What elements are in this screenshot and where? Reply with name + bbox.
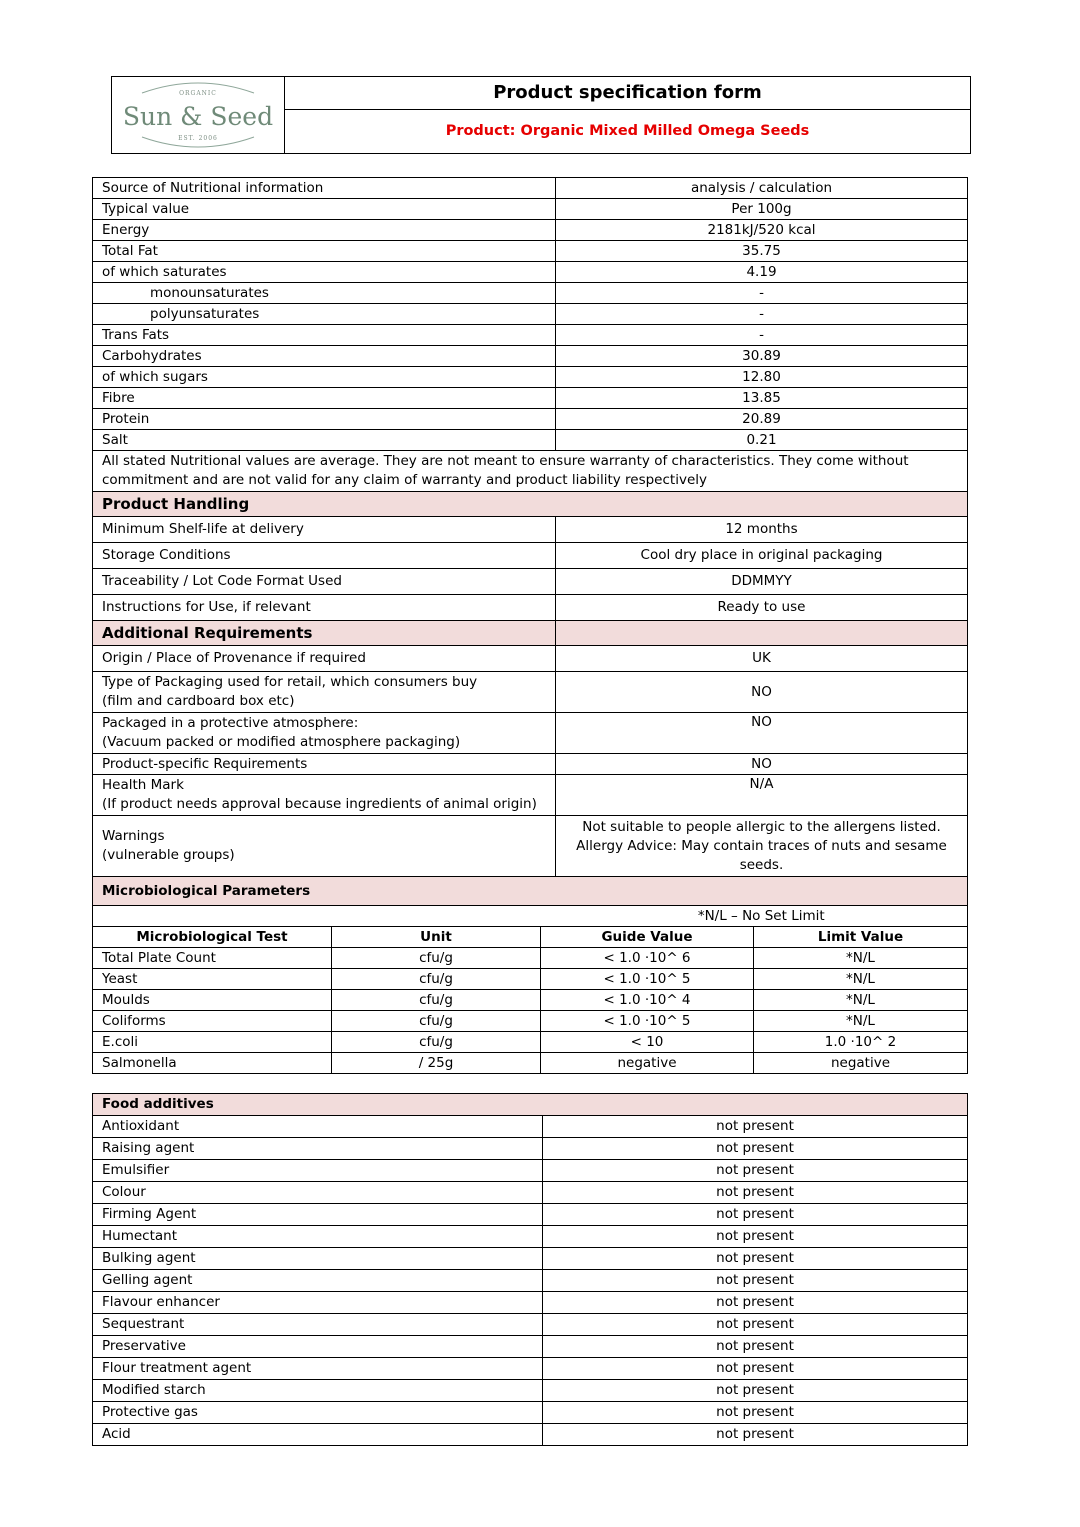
note-spacer bbox=[93, 906, 556, 927]
additive-label: Humectant bbox=[93, 1226, 543, 1248]
value-line: Not suitable to people allergic to the allergens listed. bbox=[582, 818, 941, 835]
row-label bbox=[93, 672, 556, 713]
nutrition-label: Energy bbox=[93, 220, 556, 241]
additive-value: not present bbox=[543, 1314, 968, 1336]
label-line: Packaged in a protective atmosphere: bbox=[102, 715, 359, 731]
additive-label: Protective gas bbox=[93, 1402, 543, 1424]
additive-row bbox=[93, 1270, 968, 1292]
micro-guide: < 1.0 ·10^ 4 bbox=[541, 990, 754, 1011]
additive-value: not present bbox=[543, 1336, 968, 1358]
micro-unit: / 25g bbox=[332, 1053, 541, 1074]
additive-value: not present bbox=[543, 1116, 968, 1138]
additive-label: Modified starch bbox=[93, 1380, 543, 1402]
brand-logo bbox=[112, 77, 285, 153]
additive-value: not present bbox=[543, 1226, 968, 1248]
additive-label: Preservative bbox=[93, 1336, 543, 1358]
nutrition-value: 12.80 bbox=[556, 367, 968, 388]
micro-test: Yeast bbox=[93, 969, 332, 990]
nutrition-label: Total Fat bbox=[93, 241, 556, 262]
nutrition-row bbox=[93, 304, 968, 325]
nutrition-value: 35.75 bbox=[556, 241, 968, 262]
value-line: Allergy Advice: May contain traces of nuts and sesame bbox=[576, 837, 947, 854]
micro-table bbox=[92, 926, 968, 1074]
micro-unit: cfu/g bbox=[332, 990, 541, 1011]
label-line: Health Mark bbox=[102, 777, 184, 793]
additive-value: not present bbox=[543, 1160, 968, 1182]
additive-row bbox=[93, 1424, 968, 1446]
micro-test: Total Plate Count bbox=[93, 948, 332, 969]
additive-row bbox=[93, 1248, 968, 1270]
nutrition-label: Typical value bbox=[93, 199, 556, 220]
label-line: (If product needs approval because ingredients of animal origin) bbox=[102, 796, 537, 812]
row-label: Origin / Place of Provenance if required bbox=[93, 646, 556, 672]
nutrition-label: Salt bbox=[93, 430, 556, 451]
nutrition-value: - bbox=[556, 304, 968, 325]
additive-row bbox=[93, 1116, 968, 1138]
row-label: Minimum Shelf-life at delivery bbox=[93, 517, 556, 543]
row-value: NO bbox=[556, 713, 968, 754]
nutrition-label: polyunsaturates bbox=[93, 304, 556, 325]
micro-test: Coliforms bbox=[93, 1011, 332, 1032]
micro-unit: cfu/g bbox=[332, 1032, 541, 1053]
row-label bbox=[93, 816, 556, 877]
label-line: Type of Packaging used for retail, which consumers buy bbox=[102, 674, 478, 690]
nutrition-label: monounsaturates bbox=[93, 283, 556, 304]
additional-requirements-section bbox=[93, 621, 968, 877]
additive-row bbox=[93, 1292, 968, 1314]
additive-value: not present bbox=[543, 1138, 968, 1160]
additive-label: Sequestrant bbox=[93, 1314, 543, 1336]
additive-row bbox=[93, 1182, 968, 1204]
product-name: Product: Organic Mixed Milled Omega Seeds bbox=[445, 123, 810, 139]
additive-value: not present bbox=[543, 1248, 968, 1270]
additive-value: not present bbox=[543, 1424, 968, 1446]
additive-label: Flour treatment agent bbox=[93, 1358, 543, 1380]
micro-guide: negative bbox=[541, 1053, 754, 1074]
micro-test: Salmonella bbox=[93, 1053, 332, 1074]
additive-row bbox=[93, 1160, 968, 1182]
micro-guide: < 1.0 ·10^ 5 bbox=[541, 1011, 754, 1032]
additive-value: not present bbox=[543, 1380, 968, 1402]
additive-row bbox=[93, 1380, 968, 1402]
micro-row bbox=[93, 1011, 968, 1032]
micro-limit: *N/L bbox=[754, 948, 968, 969]
micro-unit: cfu/g bbox=[332, 1011, 541, 1032]
micro-unit: cfu/g bbox=[332, 969, 541, 990]
nutrition-value: 2181kJ/520 kcal bbox=[556, 220, 968, 241]
row-value: 12 months bbox=[556, 517, 968, 543]
nutrition-value: 30.89 bbox=[556, 346, 968, 367]
row-value bbox=[556, 816, 968, 877]
additive-value: not present bbox=[543, 1182, 968, 1204]
row-value: NO bbox=[556, 754, 968, 775]
additive-value: not present bbox=[543, 1358, 968, 1380]
additive-label: Colour bbox=[93, 1182, 543, 1204]
additive-label: Acid bbox=[93, 1424, 543, 1446]
row-value: DDMMYY bbox=[556, 569, 968, 595]
section-title-additional-requirements: Additional Requirements bbox=[93, 621, 556, 646]
additive-row bbox=[93, 1336, 968, 1358]
micro-row bbox=[93, 948, 968, 969]
additive-value: not present bbox=[543, 1292, 968, 1314]
row-label bbox=[93, 775, 556, 816]
nutrition-value: - bbox=[556, 283, 968, 304]
nutrition-row bbox=[93, 178, 968, 199]
additive-value: not present bbox=[543, 1270, 968, 1292]
logo-top-text: ORGANIC bbox=[179, 90, 217, 97]
nutrition-value: 4.19 bbox=[556, 262, 968, 283]
micro-test: E.coli bbox=[93, 1032, 332, 1053]
label-line: (film and cardboard box etc) bbox=[102, 693, 295, 709]
micro-note: *N/L – No Set Limit bbox=[556, 906, 968, 927]
label-line: (vulnerable groups) bbox=[102, 847, 235, 863]
nutrition-label: Trans Fats bbox=[93, 325, 556, 346]
logo-bottom-text: EST. 2006 bbox=[178, 135, 218, 142]
additive-value: not present bbox=[543, 1402, 968, 1424]
section-title-product-handling: Product Handling bbox=[93, 492, 968, 517]
nutrition-label: Fibre bbox=[93, 388, 556, 409]
nutrition-row bbox=[93, 346, 968, 367]
micro-section-header bbox=[93, 877, 968, 927]
nutrition-label: of which sugars bbox=[93, 367, 556, 388]
nutrition-value: analysis / calculation bbox=[556, 178, 968, 199]
row-label: Product-specific Requirements bbox=[93, 754, 556, 775]
micro-row bbox=[93, 969, 968, 990]
additive-row bbox=[93, 1358, 968, 1380]
nutrition-disclaimer-section bbox=[93, 451, 968, 492]
micro-test: Moulds bbox=[93, 990, 332, 1011]
nutrition-row bbox=[93, 388, 968, 409]
micro-limit: *N/L bbox=[754, 1011, 968, 1032]
nutrition-row bbox=[93, 325, 968, 346]
row-value: UK bbox=[556, 646, 968, 672]
nutrition-row bbox=[93, 409, 968, 430]
additive-row bbox=[93, 1204, 968, 1226]
nutrition-disclaimer: All stated Nutritional values are average. They are not meant to ensure warranty of characteristics. They come without commitment and are not valid for any claim of warranty and product liability respectively bbox=[93, 451, 968, 492]
form-title: Product specification form bbox=[285, 77, 970, 110]
micro-body bbox=[93, 927, 968, 1074]
label-line: Warnings bbox=[102, 828, 165, 844]
row-value: Ready to use bbox=[556, 595, 968, 621]
spec-table bbox=[92, 177, 968, 927]
additive-value: not present bbox=[543, 1204, 968, 1226]
section-title-food-additives: Food additives bbox=[93, 1094, 968, 1116]
micro-guide: < 1.0 ·10^ 5 bbox=[541, 969, 754, 990]
additive-row bbox=[93, 1138, 968, 1160]
form-header bbox=[111, 76, 971, 154]
micro-row bbox=[93, 990, 968, 1011]
nutrition-label: of which saturates bbox=[93, 262, 556, 283]
micro-limit: negative bbox=[754, 1053, 968, 1074]
nutrition-value: 0.21 bbox=[556, 430, 968, 451]
nutrition-label: Protein bbox=[93, 409, 556, 430]
additive-label: Bulking agent bbox=[93, 1248, 543, 1270]
micro-limit: 1.0 ·10^ 2 bbox=[754, 1032, 968, 1053]
logo-main-text: Sun & Seed bbox=[122, 102, 274, 131]
section-title-microbiological: Microbiological Parameters bbox=[93, 877, 968, 906]
additives-body bbox=[93, 1094, 968, 1446]
row-label: Storage Conditions bbox=[93, 543, 556, 569]
label-line: (Vacuum packed or modified atmosphere packaging) bbox=[102, 734, 461, 750]
row-value: NO bbox=[556, 672, 968, 713]
micro-header-test: Microbiological Test bbox=[93, 927, 332, 948]
micro-limit: *N/L bbox=[754, 969, 968, 990]
additive-label: Antioxidant bbox=[93, 1116, 543, 1138]
micro-guide: < 10 bbox=[541, 1032, 754, 1053]
additives-table bbox=[92, 1093, 968, 1446]
additive-label: Gelling agent bbox=[93, 1270, 543, 1292]
product-handling-section bbox=[93, 492, 968, 621]
nutrition-row bbox=[93, 199, 968, 220]
additive-row bbox=[93, 1402, 968, 1424]
micro-header-unit: Unit bbox=[332, 927, 541, 948]
row-label: Traceability / Lot Code Format Used bbox=[93, 569, 556, 595]
row-label bbox=[93, 713, 556, 754]
micro-row bbox=[93, 1032, 968, 1053]
nutrition-row bbox=[93, 367, 968, 388]
micro-header-guide: Guide Value bbox=[541, 927, 754, 948]
additive-row bbox=[93, 1226, 968, 1248]
nutrition-value: 20.89 bbox=[556, 409, 968, 430]
micro-limit: *N/L bbox=[754, 990, 968, 1011]
nutrition-label: Carbohydrates bbox=[93, 346, 556, 367]
nutrition-value: Per 100g bbox=[556, 199, 968, 220]
nutrition-row bbox=[93, 430, 968, 451]
section-title-blank bbox=[556, 621, 968, 646]
additive-label: Flavour enhancer bbox=[93, 1292, 543, 1314]
nutrition-row bbox=[93, 220, 968, 241]
micro-row bbox=[93, 1053, 968, 1074]
additive-row bbox=[93, 1314, 968, 1336]
micro-header-limit: Limit Value bbox=[754, 927, 968, 948]
additive-label: Firming Agent bbox=[93, 1204, 543, 1226]
nutrition-row bbox=[93, 283, 968, 304]
micro-unit: cfu/g bbox=[332, 948, 541, 969]
nutrition-row bbox=[93, 262, 968, 283]
value-line: seeds. bbox=[739, 856, 784, 873]
row-value: Cool dry place in original packaging bbox=[556, 543, 968, 569]
nutrition-value: - bbox=[556, 325, 968, 346]
additive-label: Raising agent bbox=[93, 1138, 543, 1160]
row-label: Instructions for Use, if relevant bbox=[93, 595, 556, 621]
nutrition-label: Source of Nutritional information bbox=[93, 178, 556, 199]
nutrition-section bbox=[93, 178, 968, 451]
row-value: N/A bbox=[556, 775, 968, 816]
additive-label: Emulsifier bbox=[93, 1160, 543, 1182]
micro-guide: < 1.0 ·10^ 6 bbox=[541, 948, 754, 969]
nutrition-value: 13.85 bbox=[556, 388, 968, 409]
nutrition-row bbox=[93, 241, 968, 262]
